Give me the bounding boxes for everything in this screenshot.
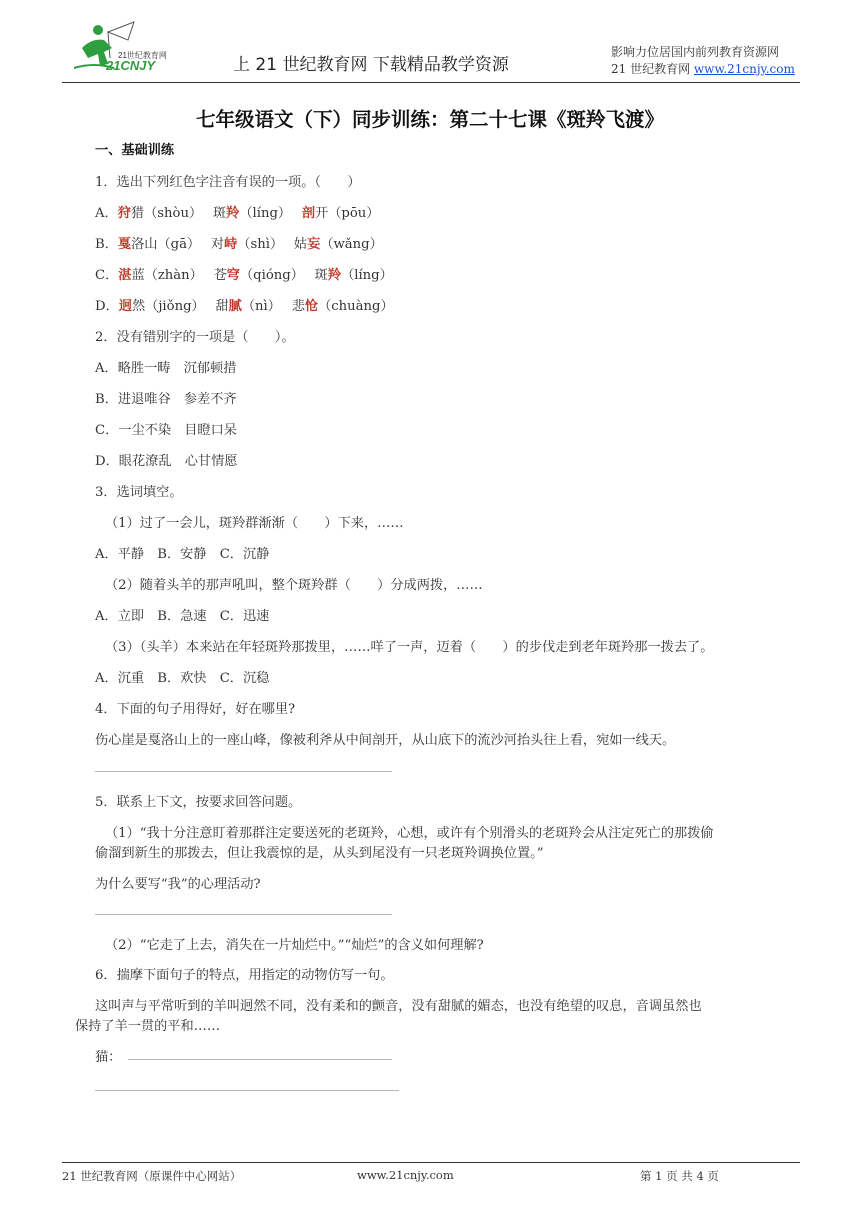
page-title: 七年级语文（下）同步训练：第二十七课《斑羚飞渡》 [195,108,664,131]
q6-text-line1: 这叫声与平常听到的羊叫迥然不同，没有柔和的颤音，没有甜腻的媚态，也没有绝望的叹息，音调虽然也 [95,999,702,1014]
q4-answer-line[interactable] [95,771,392,772]
q3-options-1: A．平静 B．安静 C．沉静 [95,547,270,562]
footer-site-link[interactable]: www.21cnjy.com [357,1168,454,1182]
header-right [611,44,795,78]
q1-option-d: D．迥然（jiǒng） 甜腻（nì） 悲怆（chuàng） [95,299,394,314]
q5-stem: 5．联系上下文，按要求回答问题。 [95,795,302,810]
q5-p1-line2: 偷溜到新生的那拨去，但让我震惊的是，从头到尾没有一只老斑羚调换位置。” [95,846,544,861]
q6-text-line2: 保持了羊一贯的平和…… [75,1019,221,1034]
q2-option-d: D．眼花潦乱 心甘情愿 [95,454,238,469]
header-slogan: 上 21 世纪教育网 下载精品教学资源 [233,55,509,75]
q2-option-c: C．一尘不染 目瞪口呆 [95,423,237,438]
q6-cat-label: 猫： [95,1050,122,1065]
q6-stem: 6．揣摩下面句子的特点，用指定的动物仿写一句。 [95,968,394,983]
footer-site-name: 21 世纪教育网（原课件中心网站） [62,1169,242,1183]
header-site-name: 21 世纪教育网 [611,62,694,76]
q6-extra-answer-line[interactable] [95,1090,399,1091]
q1-option-c: C．湛蓝（zhàn） 苍穹（qióng） 斑羚（líng） [95,268,393,283]
footer-divider [62,1162,800,1163]
q1-stem: 1．选出下列红色字注音有误的一项。（ ） [95,175,361,190]
section-heading: 一、基础训练 [95,143,175,158]
q3-options-2: A．立即 B．急速 C．迅速 [95,609,270,624]
q1-option-a: A．狩猎（shòu） 斑羚（líng） 剖开（pōu） [95,206,380,221]
q3-sentence-2: （2）随着头羊的那声吼叫，整个斑羚群（ ）分成两拨，…… [105,578,483,593]
q5-answer-line[interactable] [95,914,392,915]
q5-p1-line1: （1）“我十分注意盯着那群注定要送死的老斑羚，心想，或许有个别滑头的老斑羚会从注定死亡的那拨偷 [105,826,714,841]
q2-option-b: B．进退唯谷 参差不齐 [95,392,237,407]
svg-text:21世纪教育网: 21世纪教育网 [118,51,167,60]
footer-page-number: 第 1 页 共 4 页 [640,1169,719,1183]
q5-p2: （2）“它走了上去，消失在一片灿烂中。”“灿烂”的含义如何理解? [105,938,484,953]
q2-stem: 2．没有错别字的一项是（ ）。 [95,330,295,345]
header-tagline: 影响力位居国内前列教育资源网 [611,45,780,59]
q5-p1-question: 为什么要写“我”的心理活动? [95,877,261,892]
q2-option-a: A．略胜一畴 沉郁顿措 [95,361,237,376]
q3-sentence-1: （1）过了一会儿，斑羚群渐渐（ ）下来，…… [105,516,404,531]
header-site-link[interactable]: www.21cnjy.com [693,62,795,76]
q3-stem: 3．选词填空。 [95,485,183,500]
q3-sentence-3: （3）（头羊）本来站在年轻斑羚那拨里，……咩了一声，迈着（ ）的步伐走到老年斑羚那一拨去了。 [105,640,714,655]
q1-option-b: B．戛洛山（gā） 对峙（shì） 姑妄（wǎng） [95,237,383,252]
q4-stem: 4．下面的句子用得好，好在哪里? [95,702,296,717]
site-logo [68,18,176,76]
q6-cat-answer-line[interactable] [128,1059,392,1060]
svg-text:21CNJY: 21CNJY [106,58,156,73]
header-divider [62,82,800,83]
q4-text: 伤心崖是戛洛山上的一座山峰，像被利斧从中间剖开，从山底下的流沙河抬头往上看，宛如一线天。 [95,733,676,748]
q3-options-3: A．沉重 B．欢快 C．沉稳 [95,671,270,686]
